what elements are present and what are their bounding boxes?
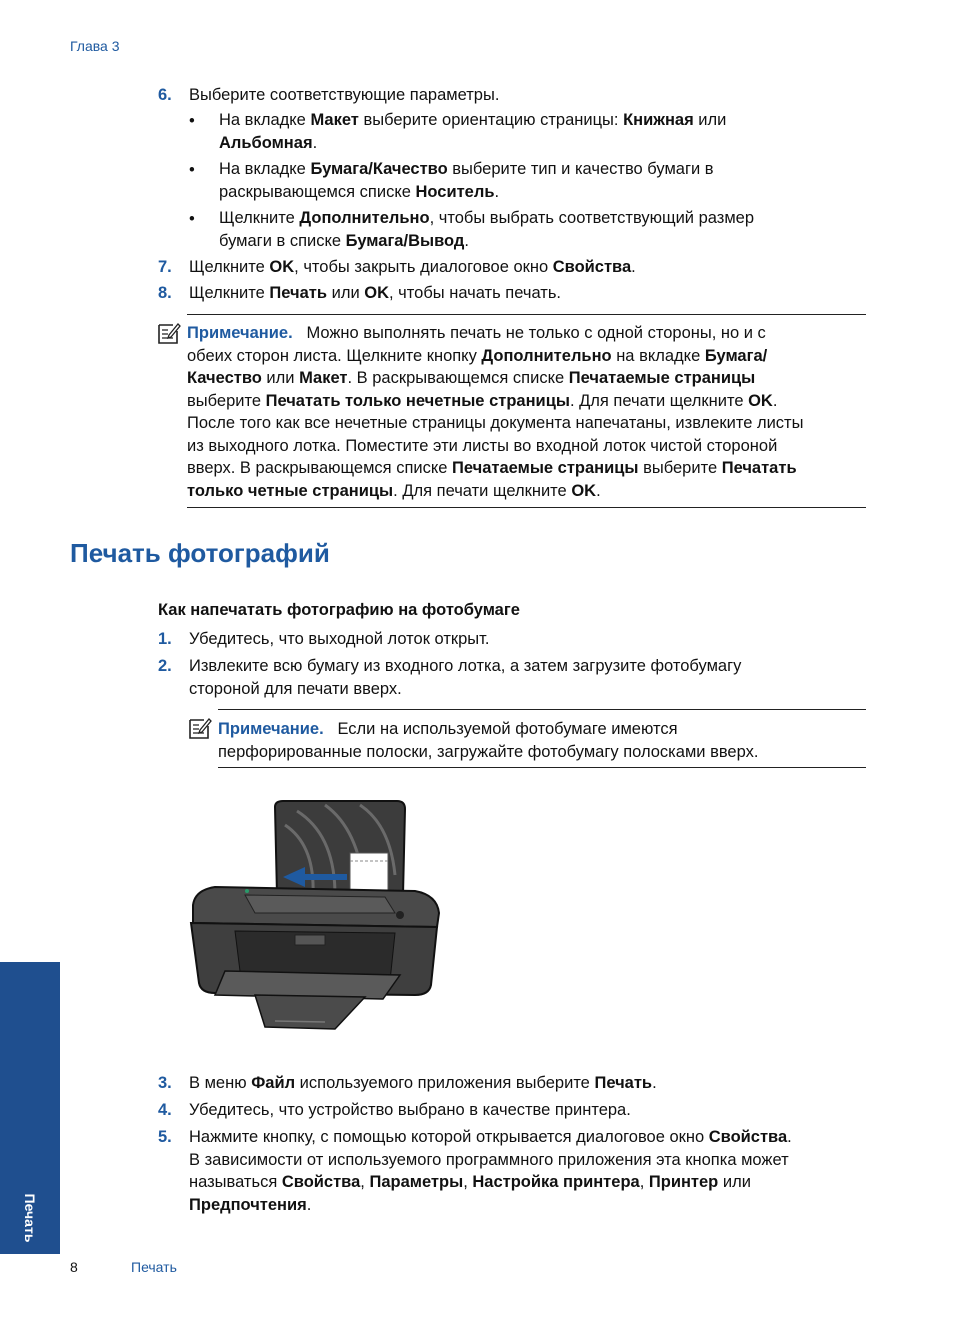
step-number: 3.	[158, 1074, 172, 1092]
note-icon	[188, 716, 212, 740]
page-number: 8	[70, 1259, 78, 1275]
side-tab-label: Печать	[22, 1193, 38, 1243]
note-bottom-rule	[218, 767, 866, 768]
step-number: 4.	[158, 1101, 172, 1119]
section-title: Печать фотографий	[70, 538, 330, 568]
note-top-rule	[218, 709, 866, 710]
step-text: Щелкните Печать или OK, чтобы начать печать.	[189, 284, 561, 302]
note-body: Примечание. Можно выполнять печать не только с одной стороны, но и с обеих сторон листа. Щелкните кнопку Дополнительно на вкладке Бумага/ Качество или Макет. В раскрывающемся списке Печатаемые страницы выберите Печатать только нечетные страницы. Для печати щелкните OK. После того как все нечетные страницы документа напечатаны, извлеките листы из выходного лотка. Поместите эти листы во входной лоток чистой стороной вверх. В раскрывающемся списке Печатаемые страницы выберите Печатать только четные страницы. Для печати щелкните OK.	[187, 324, 804, 500]
step-text: Выберите соответствующие параметры.	[189, 86, 500, 104]
step-text: Извлеките всю бумагу из входного лотка, а затем загрузите фотобумагу стороной для печати вверх.	[189, 657, 742, 698]
step-text: В меню Файл используемого приложения выберите Печать.	[189, 1074, 657, 1092]
step-number: 5.	[158, 1128, 172, 1146]
step-number: 6.	[158, 86, 172, 104]
step-number: 7.	[158, 258, 172, 276]
note-label: Примечание.	[218, 720, 324, 738]
printer-illustration	[185, 795, 445, 1035]
section-subtitle: Как напечатать фотографию на фотобумаге	[158, 601, 520, 619]
step-text: Убедитесь, что выходной лоток открыт.	[189, 630, 490, 648]
step-number: 8.	[158, 284, 172, 302]
bullet-marker: •	[189, 112, 195, 130]
bullet-item: Щелкните Дополнительно, чтобы выбрать соответствующий размер бумаги в списке Бумага/Вывод.	[219, 209, 755, 250]
note-bottom-rule	[187, 507, 866, 508]
bullet-item: На вкладке Бумага/Качество выберите тип и качество бумаги в раскрывающемся списке Носитель.	[219, 160, 714, 201]
bullet-item: На вкладке Макет выберите ориентацию страницы: Книжная или Альбомная.	[219, 111, 727, 152]
step-text: Убедитесь, что устройство выбрано в качестве принтера.	[189, 1101, 631, 1119]
step-number: 1.	[158, 630, 172, 648]
footer-section: Печать	[131, 1259, 177, 1275]
step-text: Нажмите кнопку, с помощью которой открывается диалоговое окно Свойства. В зависимости от используемого программного приложения эта кнопка может называться Свойства, Параметры, Настройка принтера, Принтер или Предпочтения.	[189, 1128, 792, 1214]
note-body: Примечание. Если на используемой фотобумаге имеются перфорированные полоски, загружайте фотобумагу полосками вверх.	[218, 720, 759, 761]
bullet-marker: •	[189, 210, 195, 228]
note-label: Примечание.	[187, 324, 293, 342]
note-top-rule	[187, 314, 866, 315]
step-number: 2.	[158, 657, 172, 675]
bullet-marker: •	[189, 161, 195, 179]
note-icon	[157, 321, 181, 345]
step-text: Щелкните OK, чтобы закрыть диалоговое окно Свойства.	[189, 258, 636, 276]
chapter-header: Глава 3	[70, 38, 120, 54]
